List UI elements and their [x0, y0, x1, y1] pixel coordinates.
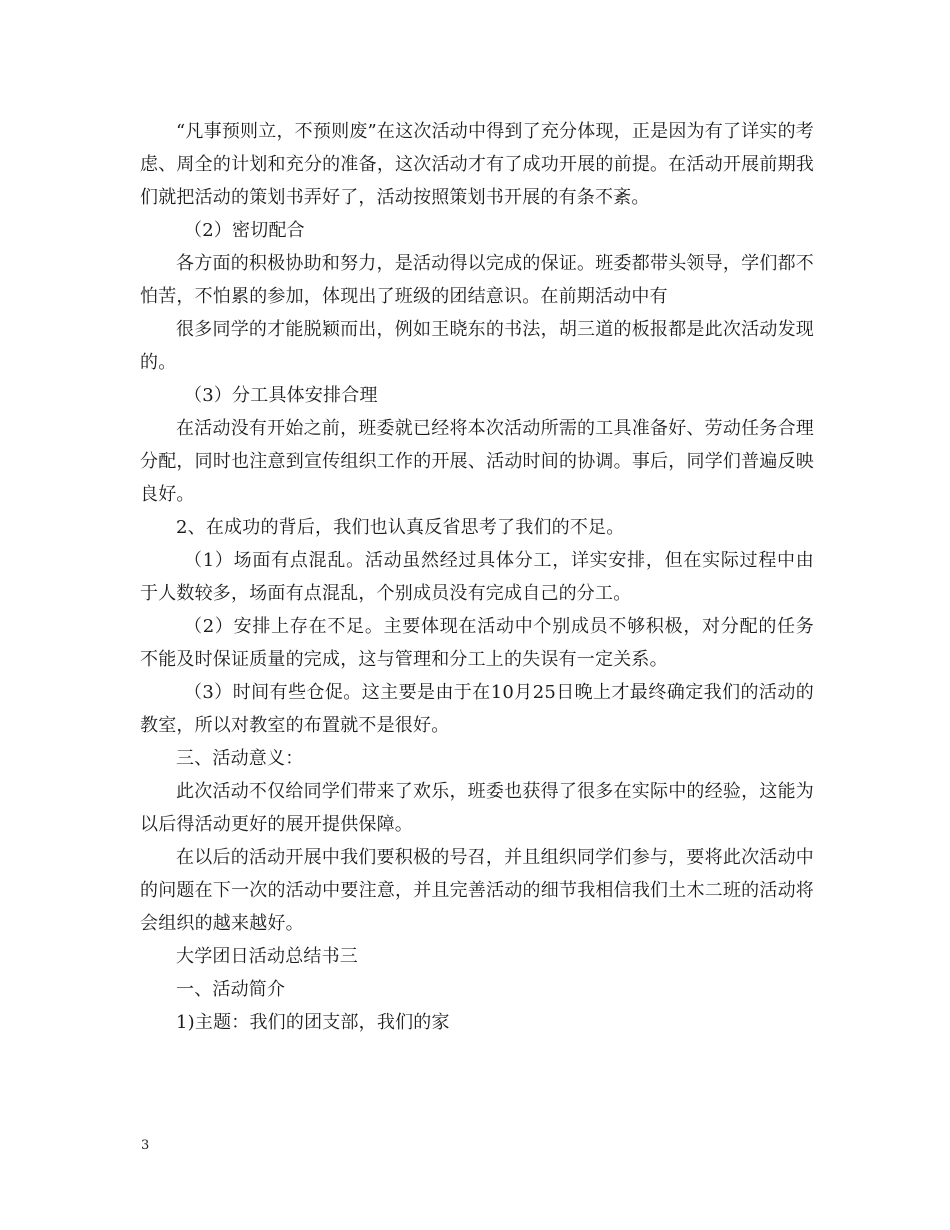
- paragraph-shortcoming-2: （2）安排上存在不足。主要体现在活动中个别成员不够积极，对分配的任务不能及时保证质量的完成，这与管理和分工上的失误有一定关系。: [140, 616, 814, 670]
- paragraph-division-of-labor: 在活动没有开始之前，班委就已经将本次活动所需的工具准备好、劳动任务合理分配，同时也注意到宣传组织工作的开展、活动时间的协调。事后，同学们普遍反映良好。: [140, 418, 814, 505]
- page-number: 3: [141, 1138, 150, 1153]
- paragraph-future: 在以后的活动开展中我们要积极的号召，并且组织同学们参与，要将此次活动中的问题在下一次的活动中要注意，并且完善活动的细节我相信我们土木二班的活动将会组织的越来越好。: [140, 847, 814, 934]
- heading-significance: 三、活动意义：: [176, 748, 304, 769]
- paragraph-shortcoming-1: （1）场面有点混乱。活动虽然经过具体分工，详实安排，但在实际过程中由于人数较多，场面有点混乱，个别成员没有完成自己的分工。: [140, 550, 814, 604]
- paragraph-shortcoming-3: （3）时间有些仓促。这主要是由于在10月25日晚上才最终确定我们的活动的教室，所以对教室的布置就不是很好。: [140, 682, 814, 736]
- paragraph-theme: 1)主题：我们的团支部，我们的家: [176, 1012, 450, 1033]
- paragraph-preparation: “凡事预则立，不预则废”在这次活动中得到了充分体现，正是因为有了详实的考虑、周全的计划和充分的准备，这次活动才有了成功开展的前提。在活动开展前期我们就把活动的策划书弄好了，活动按照策划书开展的有条不紊。: [140, 121, 814, 208]
- document-body: [140, 115, 814, 1039]
- heading-activity-intro: 一、活动简介: [176, 979, 286, 1000]
- section-title-summary-three: 大学团日活动总结书三: [176, 946, 358, 967]
- paragraph-cooperation: 各方面的积极协助和努力，是活动得以完成的保证。班委都带头领导，学们都不怕苦，不怕累的参加，体现出了班级的团结意识。在前期活动中有: [140, 253, 814, 307]
- paragraph-significance: 此次活动不仅给同学们带来了欢乐，班委也获得了很多在实际中的经验，这能为以后得活动更好的展开提供保障。: [140, 781, 814, 835]
- heading-shortcomings: 2、在成功的背后，我们也认真反省思考了我们的不足。: [176, 517, 625, 538]
- heading-close-cooperation: （2）密切配合: [184, 220, 305, 241]
- paragraph-talents: 很多同学的才能脱颖而出，例如王晓东的书法，胡三道的板报都是此次活动发现的。: [140, 319, 814, 373]
- heading-division-of-labor: （3）分工具体安排合理: [184, 385, 378, 406]
